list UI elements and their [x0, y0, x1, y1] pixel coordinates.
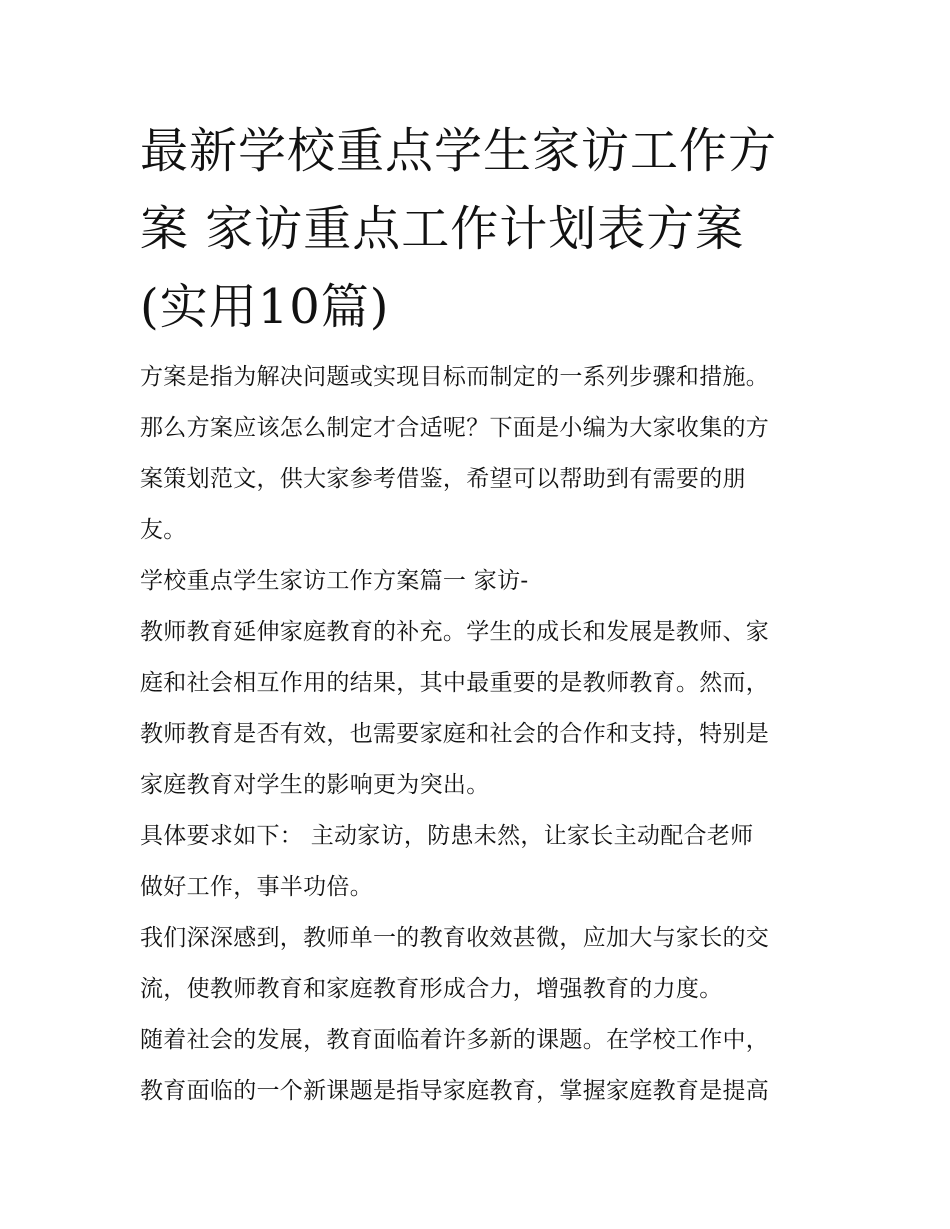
body-line-2: 那么方案应该怎么制定才合适呢？下面是小编为大家收集的方 — [140, 415, 770, 441]
body-line-3: 案策划范文，供大家参考借鉴，希望可以帮助到有需要的朋 — [140, 466, 746, 492]
body-line-4: 友。 — [140, 517, 187, 543]
body-line-15: 教育面临的一个新课题是指导家庭教育，掌握家庭教育是提高 — [140, 1078, 770, 1104]
document-body — [140, 352, 820, 1117]
document-page — [140, 112, 820, 1117]
document-title — [140, 112, 820, 346]
body-line-14: 随着社会的发展，教育面临着许多新的课题。在学校工作中， — [140, 1027, 770, 1053]
body-line-13: 流，使教师教育和家庭教育形成合力，增强教育的力度。 — [140, 976, 723, 1002]
body-line-11: 做好工作，事半功倍。 — [140, 874, 373, 900]
body-line-10: 具体要求如下： 主动家访，防患未然，让家长主动配合老师 — [140, 823, 754, 849]
body-line-8: 教师教育是否有效，也需要家庭和社会的合作和支持，特别是 — [140, 721, 770, 747]
title-line-2: 案 家访重点工作计划表方案 — [140, 201, 745, 257]
body-line-7: 庭和社会相互作用的结果，其中最重要的是教师教育。然而， — [140, 670, 770, 696]
body-line-9: 家庭教育对学生的影响更为突出。 — [140, 772, 490, 798]
body-line-12: 我们深深感到，教师单一的教育收效甚微，应加大与家长的交 — [140, 925, 770, 951]
body-line-6: 教师教育延伸家庭教育的补充。学生的成长和发展是教师、家 — [140, 619, 770, 645]
title-line-3: (实用10篇) — [140, 279, 390, 335]
section-heading-1: 学校重点学生家访工作方案篇一 家访- — [140, 568, 529, 594]
body-line-1: 方案是指为解决问题或实现目标而制定的一系列步骤和措施。 — [140, 364, 770, 390]
title-line-1: 最新学校重点学生家访工作方 — [140, 123, 778, 179]
